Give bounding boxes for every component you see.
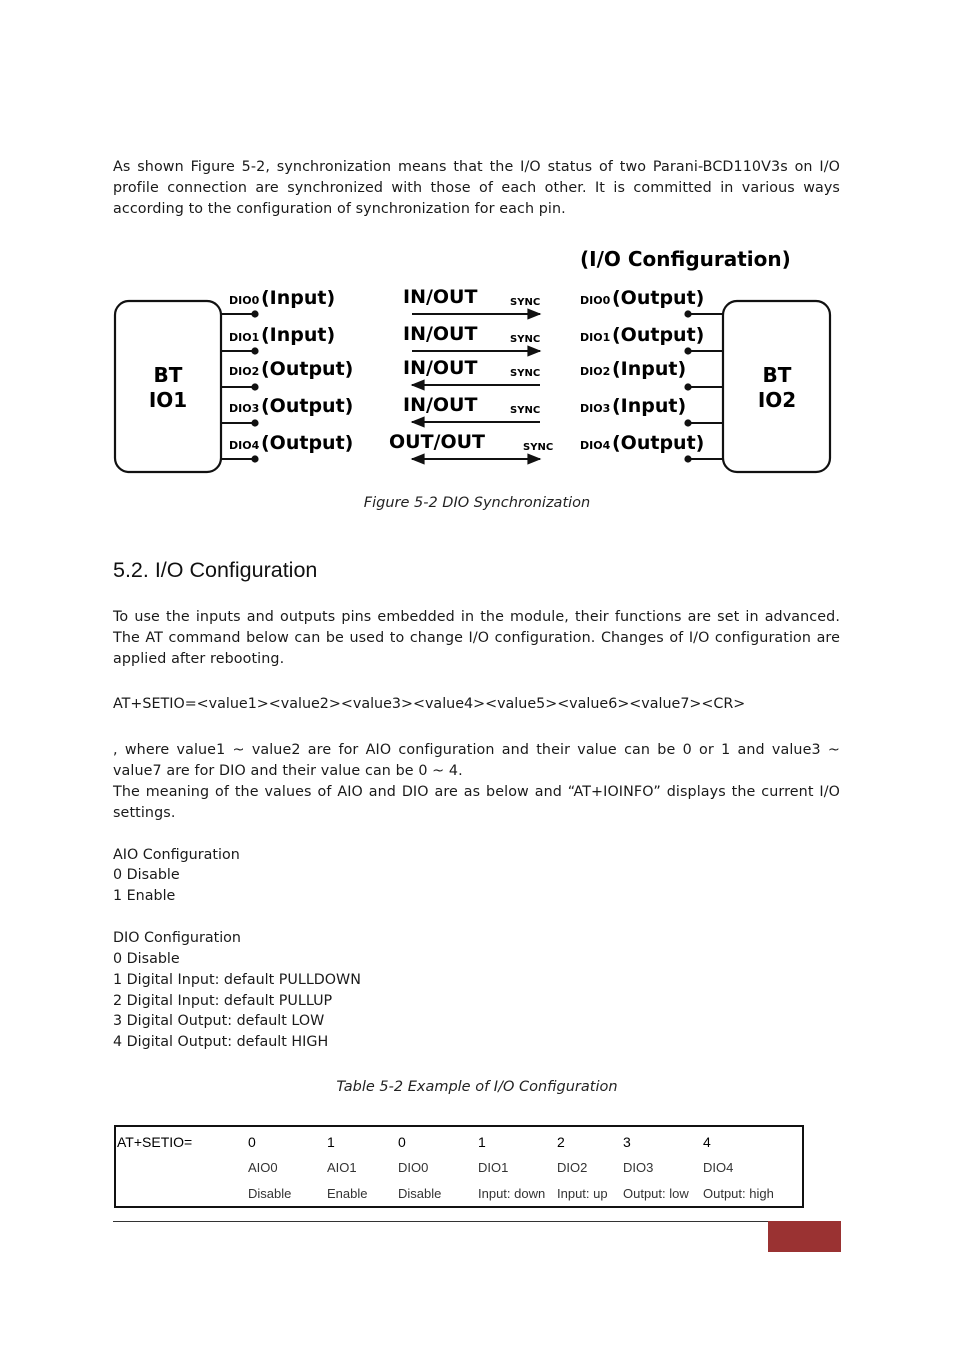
dio-config-item: 2 Digital Input: default PULLUP <box>113 993 333 1009</box>
right-pin-mode: (Input) <box>612 395 687 417</box>
table-pin: AIO0 <box>248 1160 278 1175</box>
right-pin-dot <box>684 419 691 426</box>
right-pin-mode: (Output) <box>612 432 705 454</box>
sync-direction-label: IN/OUT <box>403 286 478 308</box>
left-pin-mode: (Input) <box>261 287 336 309</box>
table-command: AT+SETIO= <box>117 1134 193 1150</box>
table-pin: DIO4 <box>703 1160 734 1175</box>
left-pin-mode: (Output) <box>261 358 354 380</box>
right-pin-label: DIO3 <box>580 402 611 415</box>
table-value: 4 <box>703 1134 711 1150</box>
bt-io1-label-line1: BT <box>153 363 183 387</box>
table-value: 1 <box>327 1134 335 1150</box>
right-pin-mode: (Input) <box>612 358 687 380</box>
dio-config-title: DIO Configuration <box>113 930 241 946</box>
bt-io2-label-line1: BT <box>762 363 792 387</box>
table-value: 2 <box>557 1134 565 1150</box>
right-pin-label: DIO0 <box>580 294 611 307</box>
right-pin-mode: (Output) <box>612 287 705 309</box>
left-pin-label: DIO3 <box>229 402 260 415</box>
table-pin: DIO0 <box>398 1160 429 1175</box>
right-pin-mode: (Output) <box>612 324 705 346</box>
sync-direction-label: OUT/OUT <box>389 431 486 453</box>
left-pin-label: DIO0 <box>229 294 260 307</box>
footer-rule <box>113 1221 840 1222</box>
sync-direction-label: IN/OUT <box>403 323 478 345</box>
sync-direction-label: IN/OUT <box>403 357 478 379</box>
right-pin-dot <box>684 347 691 354</box>
table-meaning: Output: low <box>623 1186 689 1201</box>
right-pin-label: DIO1 <box>580 331 611 344</box>
io-config-title: (I/O Configuration) <box>580 247 791 271</box>
dio-rows <box>221 286 723 463</box>
left-pin-mode: (Output) <box>261 395 354 417</box>
aio-config-title: AIO Configuration <box>113 847 240 863</box>
sync-label: SYNC <box>510 297 541 308</box>
dio-sync-diagram <box>0 240 954 480</box>
left-pin-dot <box>251 455 258 462</box>
bt-io1-label-line2: IO1 <box>148 388 188 412</box>
sync-label: SYNC <box>510 334 541 345</box>
table-meaning: Input: up <box>557 1186 608 1201</box>
table-meaning: Disable <box>248 1186 292 1201</box>
sync-label: SYNC <box>523 442 554 453</box>
command-syntax: AT+SETIO=<value1><value2><value3><value4><value5><value6><value7><CR> <box>113 696 746 712</box>
left-pin-dot <box>251 419 258 426</box>
left-pin-label: DIO4 <box>229 439 260 452</box>
table-pin: DIO2 <box>557 1160 588 1175</box>
left-pin-mode: (Input) <box>261 324 336 346</box>
right-pin-dot <box>684 383 691 390</box>
left-pin-label: DIO2 <box>229 365 260 378</box>
left-pin-mode: (Output) <box>261 432 354 454</box>
dio-config-item: 1 Digital Input: default PULLDOWN <box>113 972 361 988</box>
left-pin-dot <box>251 310 258 317</box>
table-caption: Table 5-2 Example of I/O Configuration <box>336 1079 618 1095</box>
table-meaning: Input: down <box>478 1186 546 1201</box>
section-heading: 5.2. I/O Configuration <box>113 558 318 582</box>
usage-paragraph: To use the inputs and outputs pins embedded in the module, their functions are set in advanced. The AT command below can be used to change I/O configuration. Changes of I/O configuration are applied after rebooting. <box>113 609 840 667</box>
table-value: 3 <box>623 1134 631 1150</box>
figure-caption: Figure 5-2 DIO Synchronization <box>363 495 591 511</box>
sync-direction-label: IN/OUT <box>403 394 478 416</box>
table-meaning: Disable <box>398 1186 442 1201</box>
value-paragraph: , where value1 ~ value2 are for AIO configuration and their value can be 0 or 1 and value3 ~ value7 are for DIO and their value can be 0 ~ 4. <box>113 742 840 779</box>
aio-config-item: 1 Enable <box>113 888 176 904</box>
example-table <box>114 1125 804 1208</box>
intro-paragraph: As shown Figure 5-2, synchronization means that the I/O status of two Parani-BCD110V3s on I/O profile connection are synchronized with those of each other. It is committed in various ways according to the configuration of synchronization for each pin. <box>113 159 840 217</box>
right-pin-label: DIO2 <box>580 365 611 378</box>
table-value: 1 <box>478 1134 486 1150</box>
dio-config-item: 0 Disable <box>113 951 180 967</box>
table-pin: DIO3 <box>623 1160 654 1175</box>
sync-label: SYNC <box>510 368 541 379</box>
bt-io2-label-line2: IO2 <box>757 388 797 412</box>
aio-config-item: 0 Disable <box>113 867 180 883</box>
table-pin: DIO1 <box>478 1160 509 1175</box>
sync-label: SYNC <box>510 405 541 416</box>
left-pin-label: DIO1 <box>229 331 260 344</box>
table-meaning: Output: high <box>703 1186 774 1201</box>
right-pin-label: DIO4 <box>580 439 611 452</box>
left-pin-dot <box>251 347 258 354</box>
left-pin-dot <box>251 383 258 390</box>
dio-config-item: 3 Digital Output: default LOW <box>113 1013 325 1029</box>
table-value: 0 <box>248 1134 256 1150</box>
footer-accent-tab <box>768 1221 841 1252</box>
table-pin: AIO1 <box>327 1160 357 1175</box>
meaning-paragraph: The meaning of the values of AIO and DIO are as below and “AT+IOINFO” displays the current I/O settings. <box>113 784 840 821</box>
table-meaning: Enable <box>327 1186 368 1201</box>
dio-config-item: 4 Digital Output: default HIGH <box>113 1034 329 1050</box>
table-value: 0 <box>398 1134 406 1150</box>
right-pin-dot <box>684 455 691 462</box>
right-pin-dot <box>684 310 691 317</box>
